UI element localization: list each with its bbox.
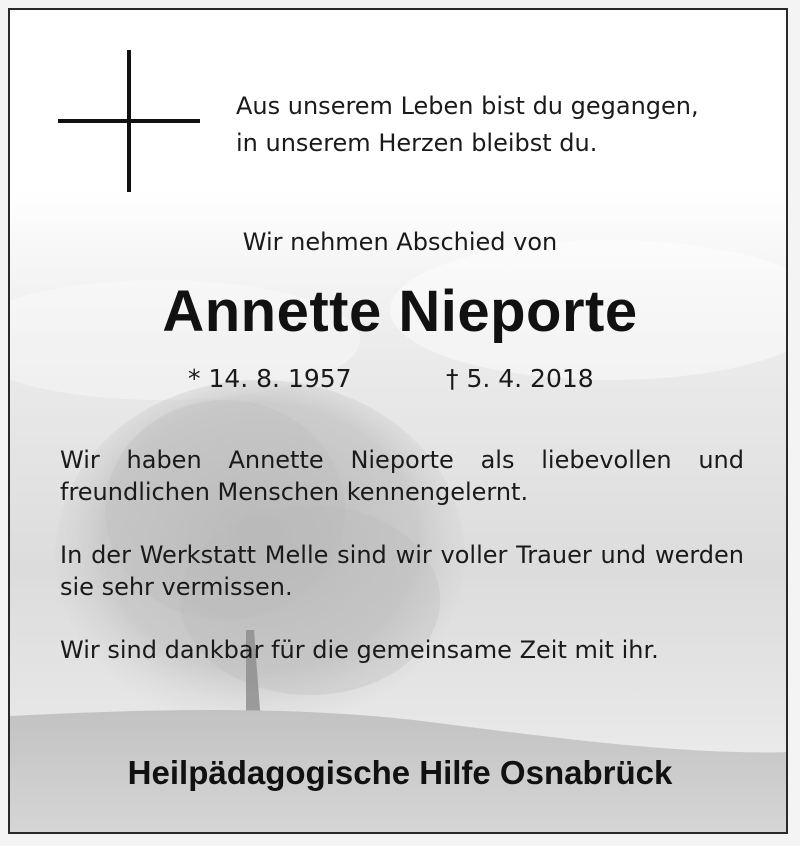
paragraph-3: Wir sind dankbar für die gemeinsame Zeit mit ihr.: [60, 636, 659, 664]
organization-signature: Heilpädagogische Hilfe Osnabrück: [127, 754, 673, 791]
birth-date: * 14. 8. 1957: [188, 364, 352, 393]
poem-line-1: Aus unserem Leben bist du gegangen,: [236, 92, 699, 120]
obituary-notice: [8, 8, 788, 834]
poem-line-2: in unserem Herzen bleibst du.: [236, 129, 598, 157]
memorial-poem: [236, 88, 699, 162]
farewell-intro: Wir nehmen Abschied von: [242, 228, 558, 256]
deceased-name: Annette Nieporte: [162, 279, 638, 344]
death-date: † 5. 4. 2018: [446, 364, 594, 393]
cross-icon-bar: [58, 119, 200, 123]
paragraph-2: In der Werkstatt Melle sind wir voller Trauer und werden sie sehr vermissen.: [60, 541, 744, 601]
paragraph-1: Wir haben Annette Nieporte als liebevollen und freundlichen Menschen kennengelernt.: [60, 446, 744, 506]
